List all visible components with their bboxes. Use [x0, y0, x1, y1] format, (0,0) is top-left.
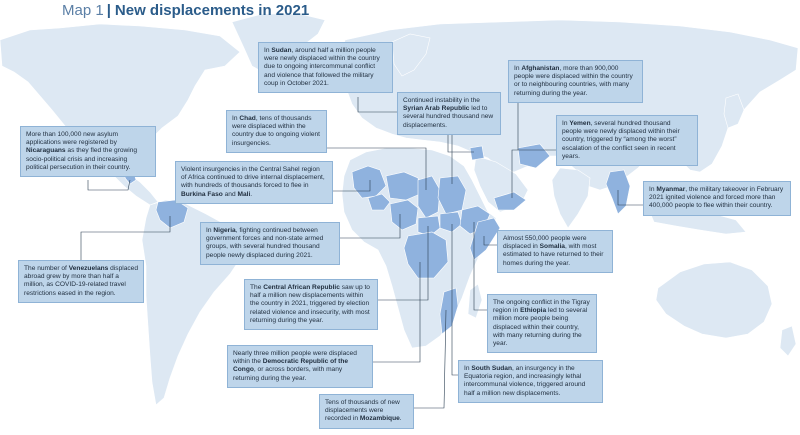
callout-country-name: Chad: [239, 115, 256, 122]
callout-text: In: [649, 186, 657, 193]
callout-country-name: South Sudan: [471, 365, 513, 372]
callout-text: In: [232, 115, 240, 122]
callout-text: , or across borders, with many returning during the year.: [233, 366, 343, 382]
callout-country-name: Somalia: [539, 243, 565, 251]
callout-text: More than 100,000 new asylum applications were registered by: [26, 131, 119, 147]
callout-country-name: Democratic Republic of the Congo: [233, 358, 349, 374]
callout-nicaragua: [20, 126, 156, 177]
callout-text: and: [222, 190, 238, 198]
callout-text: , tens of thousands were displaced within the country due to ongoing violent insurgencies.: [232, 115, 320, 147]
callout-country-name: Mali: [237, 190, 251, 198]
callout-country-name: Sudan: [271, 47, 292, 54]
callout-text: led to several hundred thousand new displacements.: [403, 105, 494, 129]
callout-text: Tens of thousands of new displacements were recorded in: [325, 399, 400, 423]
callout-text: , the military takeover in February 2021 ignited violence and forced more than 400,000 people to flee within their country.: [649, 186, 784, 210]
callout-text: The: [250, 284, 264, 291]
callout-country-name: Yemen: [569, 120, 591, 127]
callout-text: In: [464, 365, 472, 372]
callout-myanmar: [643, 181, 791, 216]
callout-text: saw up to half a million new displacements within the country in 2021, triggered by election related violence and insecurity, with most returning during the year.: [250, 284, 370, 324]
callout-country-name: Venezuelans: [68, 265, 109, 272]
country-syrian-arab-republic: [470, 146, 484, 160]
callout-country-name: Nigeria: [213, 227, 236, 234]
callout-venezuela: [18, 260, 144, 303]
callout-text: led to several million more people being displaced within their country, with many returning during the year.: [493, 307, 588, 348]
callout-text: .: [250, 190, 253, 198]
callout-sahel: [175, 161, 333, 204]
callout-afghanistan: [508, 60, 643, 103]
callout-text: , fighting continued between government forces and non-state armed groups, with several hundred thousand people newly displaced during 2021.: [206, 227, 324, 259]
callout-text: .: [399, 415, 402, 423]
callout-text: The ongoing conflict in the Tigray region in: [493, 299, 590, 315]
map-number: Map 1: [62, 2, 104, 19]
callout-chad: [226, 110, 327, 153]
callout-tigray: [487, 294, 597, 353]
callout-somalia: [497, 230, 613, 273]
callout-country-name: Afghanistan: [521, 65, 560, 72]
callout-text: In: [562, 120, 570, 127]
map-title: [62, 2, 309, 22]
callout-text: Violent insurgencies in the Central Sahel region of Africa continued to drive internal displacement, with hundreds of thousands forced to flee in: [181, 166, 325, 190]
callout-country-name: Ethiopia: [520, 307, 547, 315]
callout-text: , an insurgency in the Equatoria region, and increasingly lethal intercommunal violence, triggered around half a million new displacements.: [464, 365, 586, 397]
callout-text: as they fled the growing socio-political crisis and increasing political persecution in their country.: [26, 147, 138, 171]
callout-country-name: Central African Republic: [263, 284, 340, 291]
callout-sudan: [258, 42, 393, 93]
callout-car: [244, 279, 378, 330]
callout-text: , with most estimated to have returned to their homes during the year.: [503, 243, 604, 267]
callout-country-name: Syrian Arab Republic: [403, 105, 470, 113]
callout-text: , several hundred thousand people were newly displaced within their country, triggered by “among the worst” escalation of the conflict seen in recent years.: [562, 120, 680, 160]
callout-text: The number of: [24, 265, 69, 272]
callout-text: In: [206, 227, 214, 234]
callout-text: Almost 550,000 people were displaced in: [503, 235, 587, 251]
callout-text: Nearly three million people were displaced within the: [233, 350, 357, 366]
callout-yemen: [556, 115, 698, 166]
callout-country-name: Nicaraguans: [26, 147, 66, 155]
callout-country-name: Myanmar: [656, 186, 686, 193]
callout-text: , more than 900,000 people were displaced within the country or to neighbouring countries, with many returning during the year.: [514, 65, 633, 97]
callout-text: displaced abroad grew by more than half a million, as COVID-19-related travel restrictions eased in the region.: [24, 265, 139, 297]
callout-syria: [397, 92, 501, 135]
madagascar-landmass: [468, 284, 482, 318]
callout-country-name: Burkina Faso: [181, 190, 223, 198]
map-title-text: New displacements in 2021: [114, 2, 310, 19]
title-separator: |: [106, 2, 111, 19]
callout-south-sudan: [458, 360, 603, 403]
india-landmass: [552, 168, 590, 228]
australia-landmass: [656, 262, 772, 338]
callout-text: , around half a million people were newly displaced within the country due to ongoing intercommunal conflict and violence that followed the military coup in October 2021.: [264, 47, 380, 87]
callout-nigeria: [200, 222, 340, 265]
callout-text: Continued instability in the: [403, 97, 480, 104]
new-zealand-landmass: [780, 326, 796, 356]
callout-drc: [227, 345, 373, 388]
callout-text: In: [264, 47, 272, 54]
callout-text: In: [514, 65, 522, 72]
callout-mozambique: [319, 394, 414, 429]
callout-country-name: Mozambique: [359, 415, 400, 423]
